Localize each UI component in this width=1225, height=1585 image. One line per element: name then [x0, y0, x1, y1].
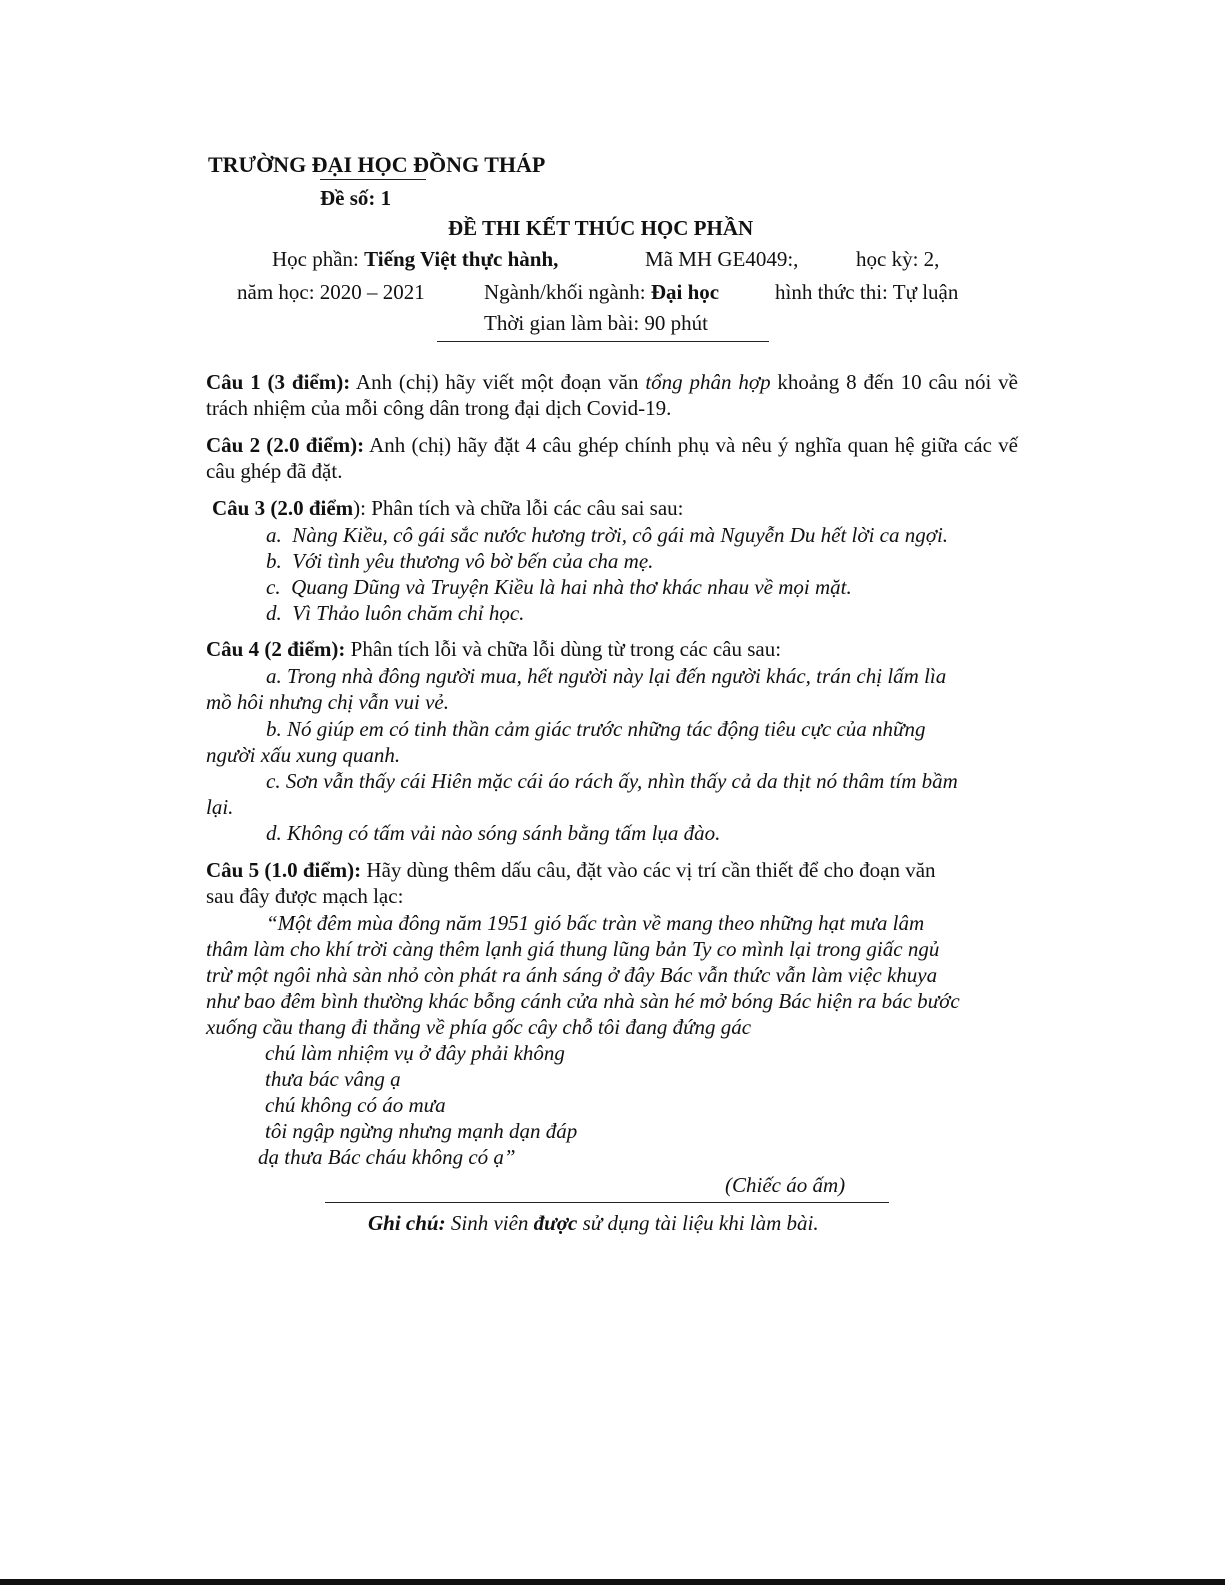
major-value: Đại học: [650, 280, 720, 304]
course-line: [272, 246, 558, 272]
exam-form: hình thức thi: Tự luận: [775, 280, 959, 304]
question-3-item: [266, 548, 653, 574]
item-text: Nàng Kiều, cô gái sắc nước hương trời, cô gái mà Nguyễn Du hết lời ca ngợi.: [292, 523, 949, 547]
passage-line: xuống cầu thang đi thẳng về phía gốc cây chỗ tôi đang đứng gác: [206, 1015, 752, 1039]
school-year: năm học: 2020 – 2021: [237, 280, 425, 304]
duration: Thời gian làm bài: 90 phút: [484, 311, 708, 335]
passage-line: như bao đêm bình thường khác bỗng cánh cửa nhà sàn hé mở bóng Bác hiện ra bác bước: [206, 989, 960, 1013]
question-4-item-line: a. Trong nhà đông người mua, hết người này lại đến người khác, trán chị lấm lìa: [266, 664, 947, 688]
exam-number: Đề số: 1: [320, 186, 392, 210]
question-1-label: Câu 1 (3 điểm):: [206, 370, 351, 394]
major-line: [484, 279, 719, 305]
dialogue-line: dạ thưa Bác cháu không có ạ”: [258, 1145, 516, 1169]
duration-underline: [437, 341, 769, 342]
question-1-text-b: khoảng 8 đến 10 câu nói về trách nhiệm của mỗi công dân trong đại dịch Covid-19.: [206, 370, 1018, 420]
note-text-b: sử dụng tài liệu khi làm bài.: [577, 1211, 819, 1235]
passage-line: trừ một ngôi nhà sàn nhỏ còn phát ra ánh sáng ở đây Bác vẫn thức vẫn làm việc khuya: [206, 963, 938, 987]
question-5-label: Câu 5 (1.0 điểm):: [206, 858, 362, 882]
question-4-item-line: người xấu xung quanh.: [206, 743, 401, 767]
course-name: Tiếng Việt thực hành,: [364, 247, 559, 271]
school-name: TRƯỜNG ĐẠI HỌC ĐỒNG THÁP: [208, 152, 546, 177]
question-4-text: Phân tích lỗi và chữa lỗi dùng từ trong các câu sau:: [345, 637, 782, 661]
item-letter: d.: [266, 601, 282, 625]
question-4-item-line: b. Nó giúp em có tinh thần cảm giác trước những tác động tiêu cực của những: [266, 717, 926, 741]
item-text: Vì Thảo luôn chăm chỉ học.: [292, 601, 525, 625]
dialogue-line: chú không có áo mưa: [265, 1093, 446, 1117]
question-4-item-line: lại.: [206, 795, 234, 819]
passage-line: thâm làm cho khí trời càng thêm lạnh giá thung lũng bản Ty co mình lại trong giấc ngủ: [206, 937, 940, 961]
note-emphasis: được: [533, 1211, 578, 1235]
item-letter: c.: [266, 575, 281, 599]
course-code: Mã MH GE4049:,: [645, 247, 799, 271]
question-5: [206, 857, 936, 883]
item-letter: a.: [266, 523, 282, 547]
question-1-emphasis: tổng phân hợp: [645, 370, 771, 394]
dialogue-line: tôi ngập ngừng nhưng mạnh dạn đáp: [265, 1119, 578, 1143]
question-4-label: Câu 4 (2 điểm):: [206, 637, 346, 661]
question-4-item-line: d. Không có tấm vải nào sóng sánh bằng tấm lụa đào.: [266, 821, 721, 845]
question-3-item: [266, 574, 852, 600]
question-4-item-line: c. Sơn vẫn thấy cái Hiên mặc cái áo rách ấy, nhìn thấy cả da thịt nó thâm tím bầm: [266, 769, 958, 793]
item-text: Quang Dũng và Truyện Kiều là hai nhà thơ khác nhau về mọi mặt.: [291, 575, 852, 599]
school-underline: [320, 179, 426, 180]
question-4-item-line: mồ hôi nhưng chị vẫn vui vẻ.: [206, 690, 449, 714]
semester: học kỳ: 2,: [856, 247, 940, 271]
item-text: Với tình yêu thương vô bờ bến của cha mẹ.: [292, 549, 654, 573]
question-3-item: [266, 522, 948, 548]
question-5-text: Hãy dùng thêm dấu câu, đặt vào các vị trí cần thiết để cho đoạn văn: [361, 858, 936, 882]
course-label: Học phần:: [272, 247, 359, 271]
passage-source: (Chiếc áo ấm): [725, 1173, 846, 1197]
question-2-label: Câu 2 (2.0 điểm):: [206, 433, 365, 457]
question-3-label: Câu 3 (2.0 điểm: [212, 496, 354, 520]
item-letter: b.: [266, 549, 282, 573]
question-1: [206, 369, 1018, 421]
note-label: Ghi chú:: [368, 1211, 446, 1235]
scan-edge-bar: [0, 1579, 1225, 1585]
question-3-item: [266, 600, 524, 626]
note: [368, 1210, 819, 1236]
passage-line: “Một đêm mùa đông năm 1951 gió bấc tràn về mang theo những hạt mưa lâm: [266, 911, 925, 935]
question-3: [212, 495, 684, 521]
dialogue-line: chú làm nhiệm vụ ở đây phải không: [265, 1041, 565, 1065]
question-1-text-a: Anh (chị) hãy viết một đoạn văn: [350, 370, 646, 394]
question-2: [206, 432, 1018, 484]
question-5-text-line2: sau đây được mạch lạc:: [206, 884, 404, 908]
question-2-text: Anh (chị) hãy đặt 4 câu ghép chính phụ và nêu ý nghĩa quan hệ giữa các vế câu ghép đã đặt.: [206, 433, 1018, 483]
major-label: Ngành/khối ngành:: [484, 280, 646, 304]
note-divider: [325, 1202, 889, 1203]
question-3-text: ): Phân tích và chữa lỗi các câu sai sau:: [353, 496, 684, 520]
exam-title: ĐỀ THI KẾT THÚC HỌC PHẦN: [448, 216, 754, 240]
question-4: [206, 636, 781, 662]
note-text-a: Sinh viên: [445, 1211, 534, 1235]
dialogue-line: thưa bác vâng ạ: [265, 1067, 401, 1091]
